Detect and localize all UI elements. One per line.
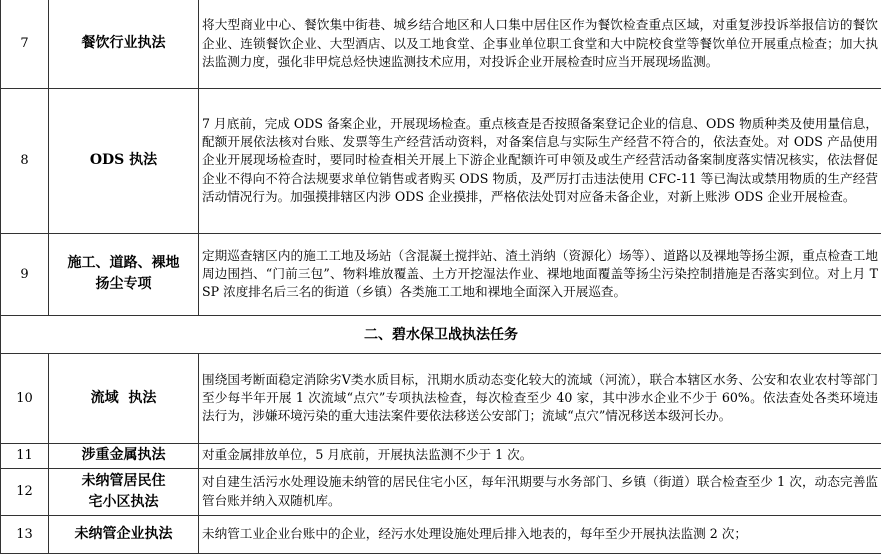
table-row: [1, 353, 881, 443]
task-name: 未纳管企业执法: [49, 515, 199, 553]
task-name: 流域 执法: [49, 353, 199, 443]
task-content: 对自建生活污水处理设施未纳管的居民住宅小区，每年汛期要与水务部门、乡镇（街道）联合检查至少 1 次，动态完善监管台账并纳入双随机库。: [202, 474, 878, 508]
row-number: 13: [1, 515, 49, 553]
section-title: 二、碧水保卫战执法任务: [1, 315, 881, 353]
table-row: [1, 0, 881, 88]
table-row: [1, 233, 881, 315]
task-content-cell: [199, 515, 881, 553]
task-content-cell: [199, 233, 881, 315]
task-name: 餐饮行业执法: [49, 0, 199, 88]
row-number: 7: [1, 0, 49, 88]
row-number: 9: [1, 233, 49, 315]
task-content-cell: [199, 0, 881, 88]
task-name: 涉重金属执法: [49, 443, 199, 468]
table-row: [1, 88, 881, 233]
row-number: 12: [1, 468, 49, 515]
row-number: 11: [1, 443, 49, 468]
task-content-cell: [199, 443, 881, 468]
section-header-row: [1, 315, 881, 353]
task-content: 定期巡查辖区内的施工工地及场站（含混凝土搅拌站、渣土消纳（资源化）场等）、道路以及裸地等扬尘源，重点检查工地周边围挡、“门前三包”、物料堆放覆盖、土方开挖湿法作业、裸地地面覆盖等扬尘污染控制措施是否落实到位。对上月 TSP 浓度排名后三名的街道（乡镇）各类施工工地和裸地全面深入开展巡查。: [202, 247, 878, 300]
task-name: 施工、道路、裸地扬尘专项: [49, 233, 199, 315]
row-number: 8: [1, 88, 49, 233]
table-row: [1, 443, 881, 468]
row-number: 10: [1, 353, 49, 443]
task-content: 7 月底前，完成 ODS 备案企业，开展现场检查。重点核查是否按照备案登记企业的信息、ODS 物质种类及使用量信息，配额开展依法核对台账、发票等生产经营活动资料，对备案信息与实际生产经营不符合的，依法查处。对 ODS 产品使用企业开展现场检查时，要同时检查相关开展上下游企业配额许可申领及或生产经营活动备案制度落实情况核实，依法督促企业不得向不符合法规要求单位销售或者购买 ODS 物质，及严厉打击违法使用 CFC-11 等已淘汰或禁用物质的生产经营活动情况行为。加强摸排辖区内涉 ODS 企业摸排，严格依法处罚对应备未备企业，对新上账涉 ODS 企业开展检查。: [202, 115, 878, 204]
table-row: [1, 468, 881, 515]
task-name: 未纳管居民住宅小区执法: [49, 468, 199, 515]
task-content: 未纳管工业企业台账中的企业，经污水处理设施处理后排入地表的，每年至少开展执法监测 2 次；: [202, 525, 747, 541]
task-name: ODS 执法: [49, 88, 199, 233]
task-content: 围绕国考断面稳定消除劣Ⅴ类水质目标，汛期水质动态变化较大的流域（河流），联合本辖区水务、公安和农业农村等部门至少每半年开展 1 次流域“点穴”专项执法检查，每次检查至少 40 家，其中涉水企业不少于 60%。依法查处各类环境违法行为，涉嫌环境污染的重大违法案件要依法移送公安部门；流域“点穴”情况移送本级河长办。: [202, 371, 878, 424]
task-content-cell: [199, 468, 881, 515]
task-content-cell: [199, 353, 881, 443]
task-content-cell: [199, 88, 881, 233]
task-content: 将大型商业中心、餐饮集中街巷、城乡结合地区和人口集中居住区作为餐饮检查重点区域，对重复涉投诉举报信访的餐饮企业、连锁餐饮企业、大型酒店、以及工地食堂、企事业单位职工食堂和大中院校食堂等餐饮单位开展重点检查；加大执法监测力度，强化非甲烷总烃快速监测技术应用，对投诉企业开展检查时应当开展现场监测。: [202, 17, 878, 69]
table-row: [1, 515, 881, 553]
task-content: 对重金属排放单位，5 月底前，开展执法监测不少于 1 次。: [202, 447, 533, 463]
